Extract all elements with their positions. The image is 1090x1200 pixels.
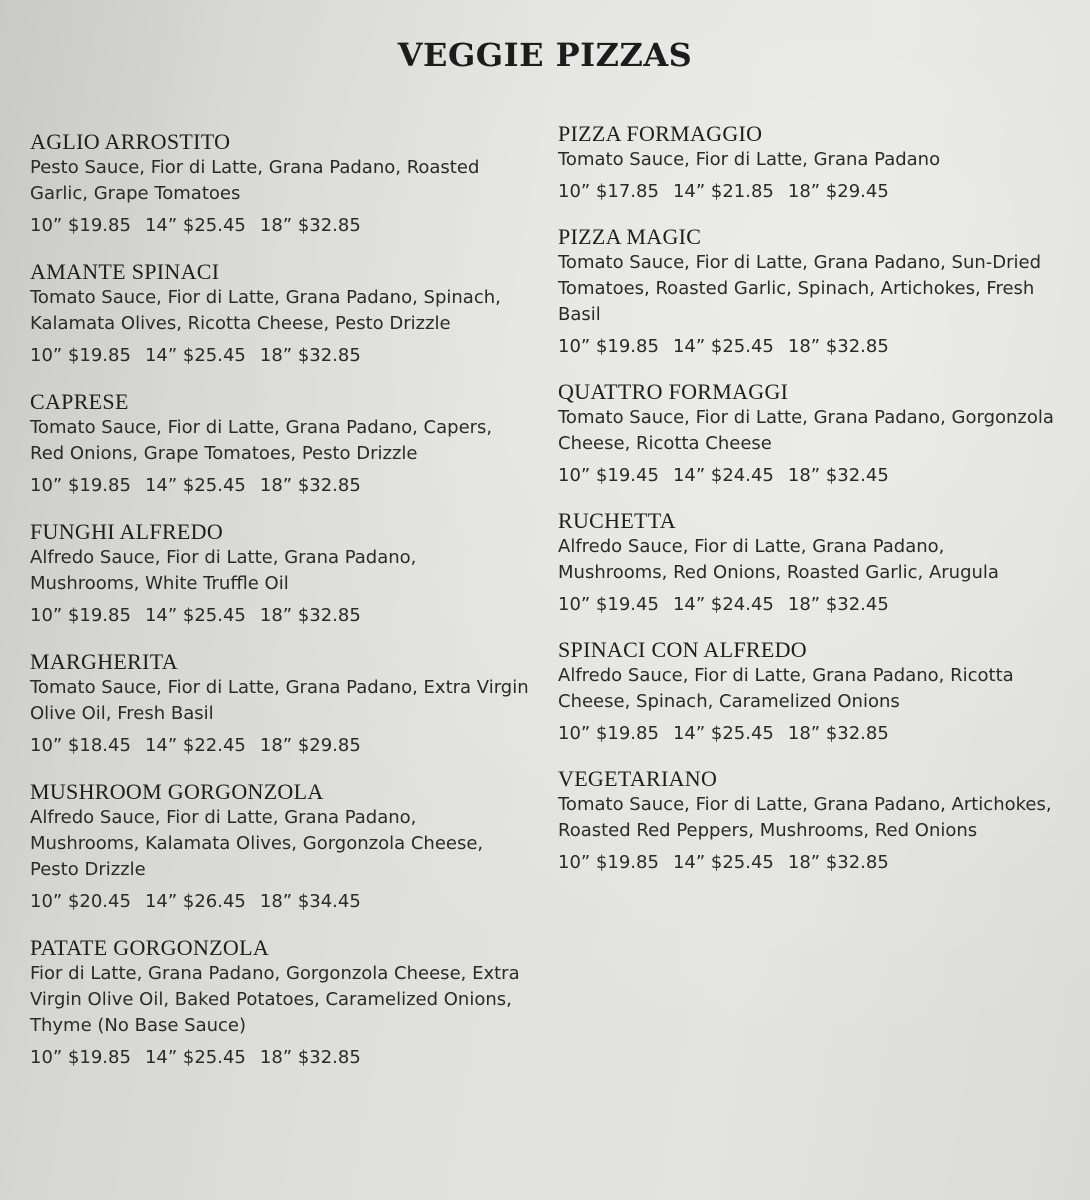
price-18: 18” $32.85 (787, 336, 889, 357)
item-description: Tomato Sauce, Fior di Latte, Grana Padano, Gorgonzola Cheese, Ricotta Cheese (558, 407, 1054, 454)
price-18: 18” $32.85 (259, 1047, 361, 1068)
price-14: 14” $24.45 (672, 465, 774, 486)
item-description: Alfredo Sauce, Fior di Latte, Grana Padano, Mushrooms, White Truffle Oil (30, 547, 417, 594)
menu-item (30, 648, 540, 759)
price-10: 10” $19.85 (558, 723, 659, 744)
item-description: Tomato Sauce, Fior di Latte, Grana Padano (558, 149, 941, 170)
item-prices (558, 850, 1068, 876)
item-description: Alfredo Sauce, Fior di Latte, Grana Padano, Mushrooms, Kalamata Olives, Gorgonzola Cheese, Pesto Drizzle (30, 807, 484, 880)
item-prices (558, 334, 1068, 360)
menu-title: VEGGIE PIZZAS (397, 36, 693, 74)
item-prices (30, 889, 540, 915)
item-prices (558, 721, 1068, 747)
price-18: 18” $32.85 (259, 605, 361, 626)
item-name: QUATTRO FORMAGGI (558, 379, 789, 404)
item-prices (558, 463, 1068, 489)
item-description: Pesto Sauce, Fior di Latte, Grana Padano, Roasted Garlic, Grape Tomatoes (30, 157, 480, 204)
menu-item (558, 507, 1068, 618)
item-description: Tomato Sauce, Fior di Latte, Grana Padano, Sun-Dried Tomatoes, Roasted Garlic, Spinach, Artichokes, Fresh Basil (558, 252, 1042, 325)
price-14: 14” $22.45 (144, 735, 246, 756)
item-description: Alfredo Sauce, Fior di Latte, Grana Padano, Ricotta Cheese, Spinach, Caramelized Onions (558, 665, 1014, 712)
item-description: Fior di Latte, Grana Padano, Gorgonzola Cheese, Extra Virgin Olive Oil, Baked Potatoes, Caramelized Onions, Thyme (No Base Sauce) (30, 963, 520, 1036)
menu-item (30, 518, 540, 629)
price-10: 10” $19.45 (558, 465, 659, 486)
price-10: 10” $19.85 (30, 1047, 131, 1068)
price-14: 14” $25.45 (672, 336, 774, 357)
right-column (558, 120, 1068, 894)
price-18: 18” $32.85 (259, 475, 361, 496)
menu-item (558, 378, 1068, 489)
item-name: MARGHERITA (30, 649, 178, 674)
item-name: CAPRESE (30, 389, 129, 414)
menu-item (558, 120, 1068, 205)
item-name: PIZZA MAGIC (558, 224, 702, 249)
item-prices (30, 733, 540, 759)
price-18: 18” $34.45 (259, 891, 361, 912)
price-18: 18” $32.45 (787, 594, 889, 615)
menu-item (558, 636, 1068, 747)
item-name: AMANTE SPINACI (30, 259, 220, 284)
price-10: 10” $19.85 (30, 475, 131, 496)
price-18: 18” $32.85 (787, 723, 889, 744)
item-prices (30, 343, 540, 369)
item-name: AGLIO ARROSTITO (30, 129, 231, 154)
menu-item (558, 223, 1068, 360)
price-18: 18” $29.45 (787, 181, 889, 202)
price-10: 10” $19.85 (558, 336, 659, 357)
price-14: 14” $25.45 (672, 852, 774, 873)
menu-item (30, 128, 540, 239)
left-column (30, 128, 540, 1090)
menu-item (30, 388, 540, 499)
price-10: 10” $19.85 (30, 605, 131, 626)
menu-item (558, 765, 1068, 876)
item-prices (30, 1045, 540, 1071)
item-prices (30, 603, 540, 629)
price-14: 14” $25.45 (144, 605, 246, 626)
menu-item (30, 258, 540, 369)
price-18: 18” $29.85 (259, 735, 361, 756)
item-prices (30, 473, 540, 499)
item-prices (30, 213, 540, 239)
item-description: Tomato Sauce, Fior di Latte, Grana Padano, Capers, Red Onions, Grape Tomatoes, Pesto Drizzle (30, 417, 493, 464)
menu-item (30, 934, 540, 1071)
item-name: SPINACI CON ALFREDO (558, 637, 807, 662)
item-description: Tomato Sauce, Fior di Latte, Grana Padano, Artichokes, Roasted Red Peppers, Mushrooms, Red Onions (558, 794, 1052, 841)
menu-item (30, 778, 540, 915)
item-name: PIZZA FORMAGGIO (558, 121, 763, 146)
item-name: FUNGHI ALFREDO (30, 519, 224, 544)
price-10: 10” $18.45 (30, 735, 131, 756)
price-14: 14” $25.45 (144, 215, 246, 236)
price-14: 14” $26.45 (144, 891, 246, 912)
item-name: PATATE GORGONZOLA (30, 935, 270, 960)
price-14: 14” $25.45 (144, 475, 246, 496)
item-description: Tomato Sauce, Fior di Latte, Grana Padano, Spinach, Kalamata Olives, Ricotta Cheese, Pesto Drizzle (30, 287, 501, 334)
price-10: 10” $19.85 (30, 215, 131, 236)
price-14: 14” $25.45 (144, 345, 246, 366)
price-10: 10” $19.85 (30, 345, 131, 366)
price-18: 18” $32.85 (787, 852, 889, 873)
price-10: 10” $19.45 (558, 594, 659, 615)
price-14: 14” $24.45 (672, 594, 774, 615)
item-description: Alfredo Sauce, Fior di Latte, Grana Padano, Mushrooms, Red Onions, Roasted Garlic, Arugula (558, 536, 999, 583)
price-14: 14” $25.45 (144, 1047, 246, 1068)
price-14: 14” $25.45 (672, 723, 774, 744)
price-14: 14” $21.85 (672, 181, 774, 202)
price-18: 18” $32.85 (259, 215, 361, 236)
item-name: RUCHETTA (558, 508, 676, 533)
price-10: 10” $17.85 (558, 181, 659, 202)
price-18: 18” $32.85 (259, 345, 361, 366)
price-10: 10” $19.85 (558, 852, 659, 873)
item-prices (558, 179, 1068, 205)
price-10: 10” $20.45 (30, 891, 131, 912)
item-name: VEGETARIANO (558, 766, 718, 791)
item-prices (558, 592, 1068, 618)
item-description: Tomato Sauce, Fior di Latte, Grana Padano, Extra Virgin Olive Oil, Fresh Basil (30, 677, 529, 724)
price-18: 18” $32.45 (787, 465, 889, 486)
item-name: MUSHROOM GORGONZOLA (30, 779, 324, 804)
